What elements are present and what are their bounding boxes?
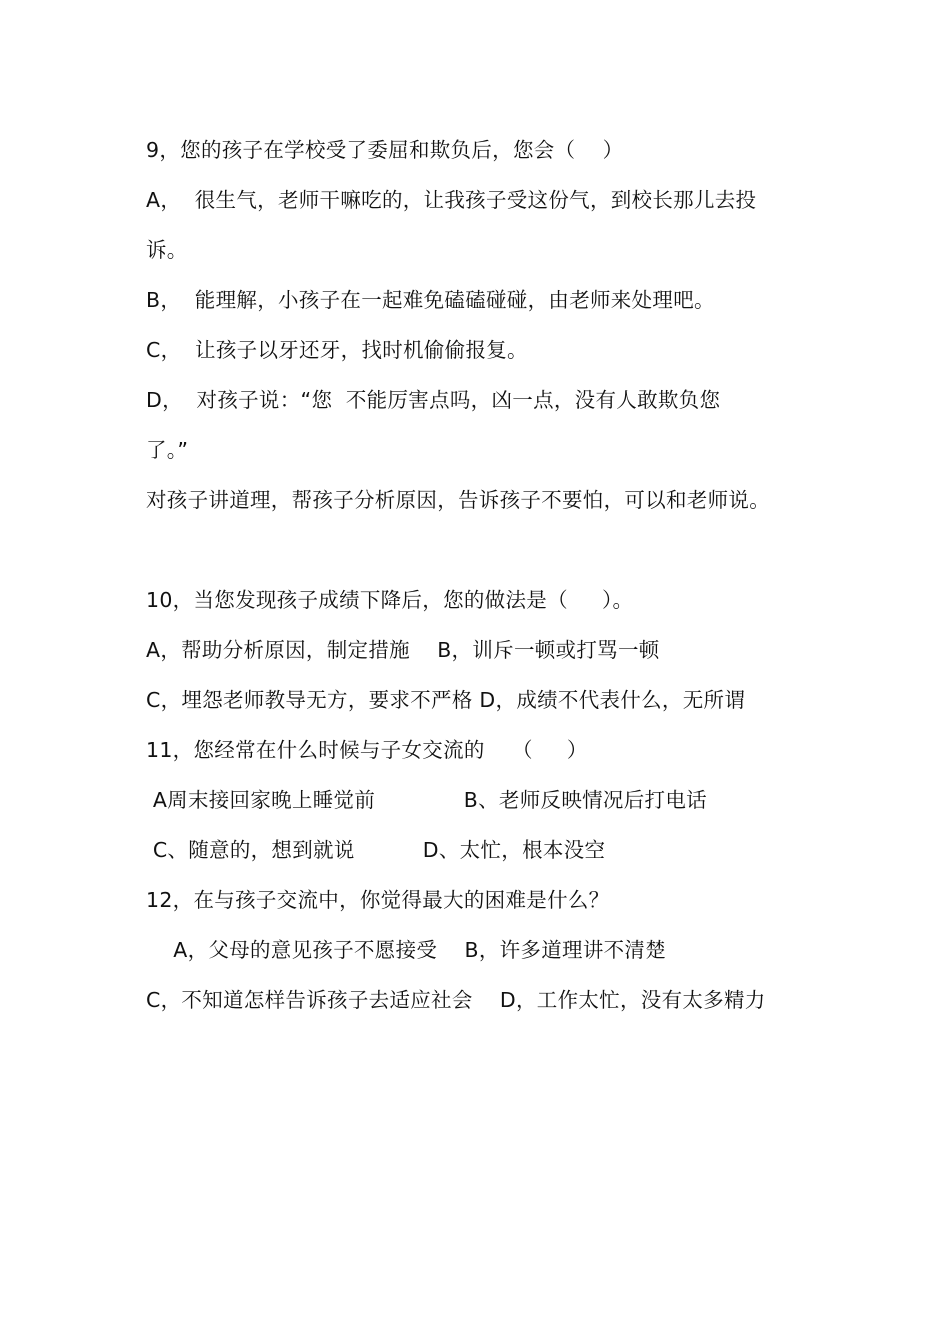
question-9-option-c: C， 让孩子以牙还牙，找时机偷偷报复。 [146, 338, 528, 362]
question-10-options-ab: A，帮助分析原因，制定措施 B，训斥一顿或打骂一顿 [146, 638, 660, 662]
question-10-options-cd: C，埋怨老师教导无方，要求不严格 D，成绩不代表什么，无所谓 [146, 688, 746, 712]
question-9-prompt: 9，您的孩子在学校受了委屈和欺负后，您会（ ） [146, 138, 624, 162]
question-12-prompt: 12，在与孩子交流中，你觉得最大的困难是什么？ [146, 888, 610, 912]
question-11-prompt: 11，您经常在什么时候与子女交流的 （ ） [146, 738, 588, 762]
question-9-option-e: 对孩子讲道理，帮孩子分析原因，告诉孩子不要怕，可以和老师说。 [146, 488, 770, 512]
question-9-option-a-continued: 诉。 [146, 238, 188, 262]
question-12-options-ab: A，父母的意见孩子不愿接受 B，许多道理讲不清楚 [146, 938, 667, 962]
question-9-option-d: D， 对孩子说：“您 不能厉害点吗，凶一点，没有人敢欺负您 [146, 388, 721, 412]
question-11-options-cd: C、随意的，想到就说 D、太忙，根本没空 [146, 838, 606, 862]
question-12-options-cd: C，不知道怎样告诉孩子去适应社会 D，工作太忙，没有太多精力 [146, 988, 766, 1012]
question-10-prompt: 10，当您发现孩子成绩下降后，您的做法是（ ）。 [146, 588, 634, 612]
question-11-options-ab: A周末接回家晚上睡觉前 B、老师反映情况后打电话 [146, 788, 707, 812]
question-9-option-d-continued: 了。” [146, 438, 189, 462]
question-9-option-a: A， 很生气，老师干嘛吃的，让我孩子受这份气，到校长那儿去投 [146, 188, 757, 212]
question-9-option-b: B， 能理解，小孩子在一起难免磕磕碰碰，由老师来处理吧。 [146, 288, 715, 312]
